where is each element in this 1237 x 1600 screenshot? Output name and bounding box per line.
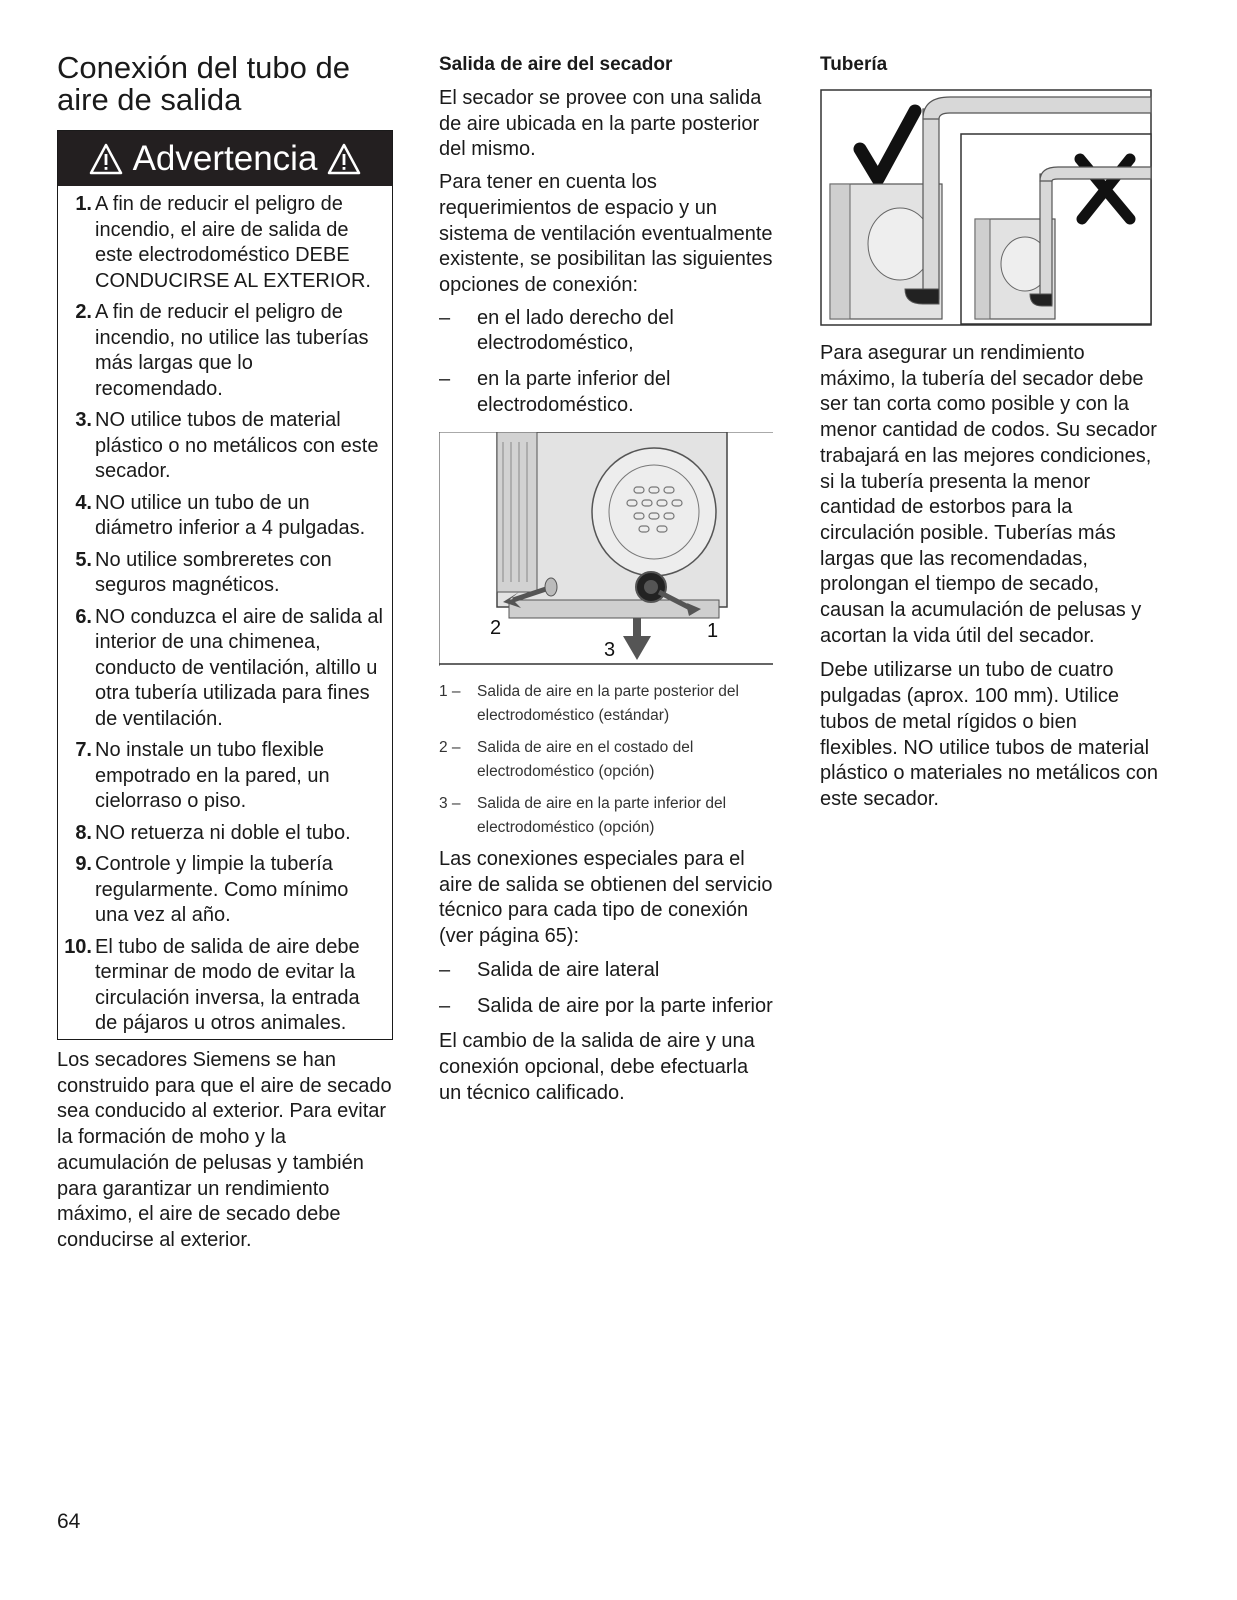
item-number: 10. xyxy=(64,935,92,958)
back-panel-disc xyxy=(592,448,716,576)
list-item xyxy=(58,852,384,929)
list-item xyxy=(58,548,384,599)
figure-label-2: 2 xyxy=(490,617,502,639)
item-text: NO utilice tubos de material plástico o no metálicos con este secador. xyxy=(95,409,379,482)
caption-item: 3 – Salida de aire en la parte inferior del electrodoméstico (opción) xyxy=(439,795,727,836)
list-item xyxy=(58,821,384,847)
figure-label-3: 3 xyxy=(604,639,616,661)
item-text: No instale un tubo flexible empotrado en la pared, un cielorraso o piso. xyxy=(95,739,330,812)
item-number: 1. xyxy=(75,193,92,215)
section-heading-tuberia: Tubería xyxy=(820,54,888,75)
page-title-line2: aire de salida xyxy=(57,82,242,117)
list-item xyxy=(58,192,384,294)
list-item xyxy=(58,491,384,542)
duct-vertical xyxy=(923,109,939,299)
ducting-illustration xyxy=(820,89,1152,327)
salida-paragraph-1: El secador se provee con una salida de aire ubicada en la parte posterior del mismo. xyxy=(439,87,762,161)
item-number: 3. xyxy=(75,409,92,431)
item-text: No utilice sombreretes con seguros magnéticos. xyxy=(95,548,332,596)
item-number: 5. xyxy=(75,548,92,571)
item-text: NO retuerza ni doble el tubo. xyxy=(95,821,351,844)
item-number: 7. xyxy=(75,739,92,761)
warning-triangle-icon xyxy=(327,142,361,176)
page-number: 64 xyxy=(57,1510,81,1533)
item-number: 8. xyxy=(75,821,92,844)
item-text: El tubo de salida de aire debe terminar de modo de evitar la circulación inversa, la entrada de pájaros u otros animales. xyxy=(95,935,360,1034)
warning-triangle-icon xyxy=(89,142,123,176)
list-item: – Salida de aire lateral xyxy=(439,958,775,984)
list-item xyxy=(58,300,384,402)
item-text: NO utilice un tubo de un diámetro inferior a 4 pulgadas. xyxy=(95,491,366,539)
warning-heading: Advertencia xyxy=(132,138,318,178)
item-number: 2. xyxy=(75,301,92,323)
list-item: – en la parte inferior del electrodoméstico. xyxy=(439,367,775,418)
warning-list xyxy=(58,186,392,1037)
list-item: – Salida de aire por la parte inferior xyxy=(439,994,775,1020)
item-number: 6. xyxy=(75,605,92,628)
caption-item: 2 – Salida de aire en el costado del electrodoméstico (opción) xyxy=(439,739,694,780)
option-text: Salida de aire por la parte inferior xyxy=(477,994,773,1017)
option-text: Salida de aire lateral xyxy=(477,958,660,981)
item-number: 9. xyxy=(75,853,92,875)
list-item xyxy=(58,738,384,815)
list-item xyxy=(58,408,384,485)
technician-paragraph: El cambio de la salida de aire y una conexión opcional, debe efectuarla un técnico calificado. xyxy=(439,1030,755,1104)
option-text: en el lado derecho del electrodoméstico, xyxy=(477,306,674,355)
page-title-line1: Conexión del tubo de xyxy=(57,50,351,85)
item-text: A fin de reducir el peligro de incendio, no utilice las tuberías más largas que lo recomendado. xyxy=(95,301,369,400)
intro-paragraph: Los secadores Siemens se han construido para que el aire de secado sea conducido al exterior. Para evitar la formación de moho y la acumulación de pelusas y también para garantizar un rendimiento máximo, el aire de secado debe conducirse al exterior. xyxy=(57,1049,392,1251)
item-number: 4. xyxy=(75,491,92,514)
warning-header xyxy=(58,131,392,186)
special-connections-paragraph: Las conexiones especiales para el aire de salida se obtienen del servicio técnico para cada tipo de conexión (ver página 65): xyxy=(439,848,773,948)
list-item xyxy=(58,935,384,1037)
option-text: en la parte inferior del electrodoméstico. xyxy=(477,368,671,416)
item-text: A fin de reducir el peligro de incendio, el aire de salida de este electrodoméstico DEBE CONDUCIRSE AL EXTERIOR. xyxy=(95,193,371,292)
item-text: Controle y limpie la tubería regularmente. Como mínimo una vez al año. xyxy=(95,853,349,926)
tuberia-paragraph-2: Debe utilizarse un tubo de cuatro pulgadas (aprox. 100 mm). Utilice tubos de metal rígidos o bien flexibles. NO utilice tubos de material plástico o materiales no metálicos con este secador. xyxy=(820,659,1158,810)
figure-label-1: 1 xyxy=(707,620,719,642)
item-text: NO conduzca el aire de salida al interior de una chimenea, conducto de ventilación, altillo u otra tubería utilizada para fines de ventilación. xyxy=(95,605,383,730)
figure-captions xyxy=(439,680,775,840)
warning-box xyxy=(57,130,393,1040)
page-title xyxy=(57,52,350,116)
caption-item: 1 – Salida de aire en la parte posterior del electrodoméstico (estándar) xyxy=(439,683,739,724)
list-item xyxy=(58,605,384,733)
salida-paragraph-2: Para tener en cuenta los requerimientos de espacio y un sistema de ventilación eventualmente existente, se posibilitan las siguientes opciones de conexión: xyxy=(439,171,773,296)
section-heading-salida: Salida de aire del secador xyxy=(439,54,673,75)
dryer-outlet-illustration xyxy=(439,432,773,666)
list-item: – en el lado derecho del electrodoméstico, xyxy=(439,306,775,357)
tuberia-paragraph-1: Para asegurar un rendimiento máximo, la tubería del secador debe ser tan corta como posible y con la menor cantidad de codos. Su secador trabajará en las mejores condiciones, si la tubería presenta la menor cantidad de estorbos para la circulación posible. Tuberías más largas que las recomendadas, prolongan el tiempo de secado, causan la acumulación de pelusas y acortan la vida útil del secador. xyxy=(820,342,1157,647)
arrow-down-icon xyxy=(623,636,651,660)
